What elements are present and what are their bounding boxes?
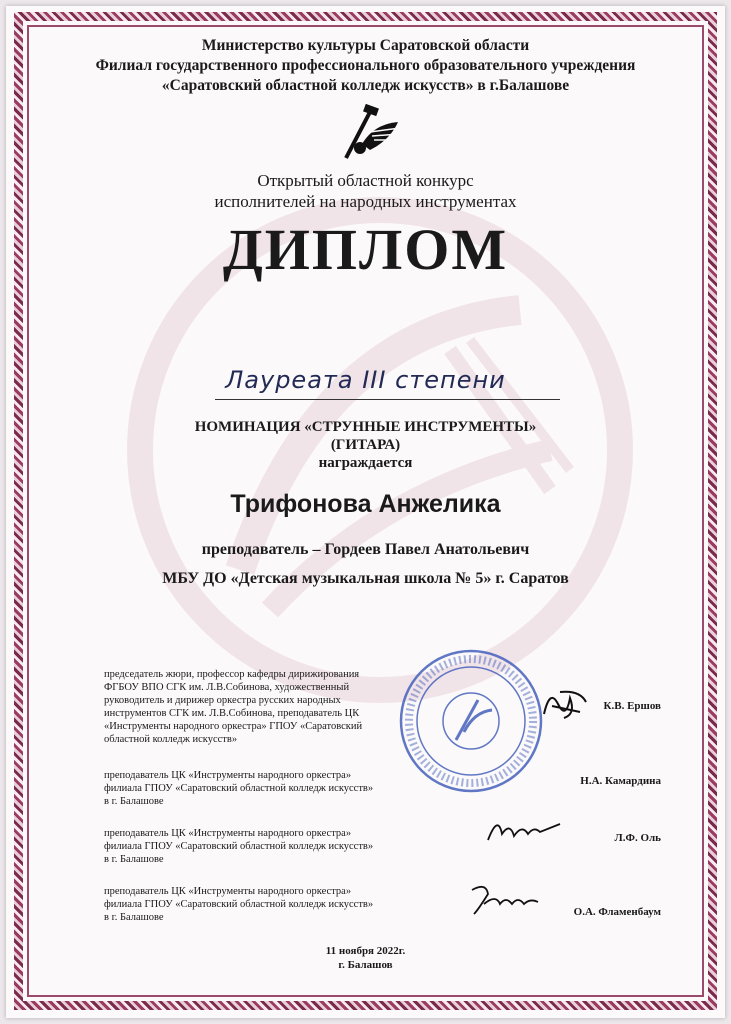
signature-4-icon [466, 880, 542, 920]
college-logo-icon [340, 104, 404, 160]
jury-member-2-name: Н.А. Камардина [580, 775, 661, 787]
jury-member-4-name: О.А. Фламенбаум [573, 906, 661, 918]
diploma-title: ДИПЛОМ [222, 217, 509, 282]
issue-date: 11 ноября 2022г. [325, 945, 406, 957]
jury-member-1-position: председатель жюри, профессор кафедры дирижирования ФГБОУ ВПО СГК им. Л.В.Собинова, художественный руководитель и дирижер оркестра русских народных инструментов СГК им. Л.В.Собинова, преподаватель ЦК «Инструменты народного оркестра» ГПОУ «Саратовский областной колледж искусств» [104, 669, 363, 745]
header-institution: Филиал государственного профессионального образовательного учреждения [95, 57, 636, 74]
nomination-title: НОМИНАЦИЯ «СТРУННЫЕ ИНСТРУМЕНТЫ» [194, 419, 537, 435]
nomination-subtitle: (ГИТАРА) [330, 437, 401, 453]
header-college: «Саратовский областной колледж искусств» в г.Балашове [161, 77, 570, 94]
signature-1-icon [540, 684, 590, 724]
contest-line-1: Открытый областной конкурс [257, 171, 474, 190]
official-stamp-icon [398, 648, 544, 794]
recipient-name: Трифонова Анжелика [230, 490, 501, 518]
school-line: МБУ ДО «Детская музыкальная школа № 5» г. Саратов [162, 570, 569, 587]
jury-member-4-position: преподаватель ЦК «Инструменты народного оркестра» филиала ГПОУ «Саратовский областной колледж искусств» в г. Балашове [104, 886, 374, 923]
signature-3-icon [484, 812, 564, 846]
jury-member-2-position: преподаватель ЦК «Инструменты народного оркестра» филиала ГПОУ «Саратовский областной колледж искусств» в г. Балашове [104, 770, 374, 807]
jury-member-1-name: К.В. Ершов [603, 700, 661, 712]
award-degree-handwritten: Лауреата III степени [225, 366, 506, 394]
contest-line-2: исполнителей на народных инструментах [214, 192, 517, 211]
award-underline [215, 399, 560, 400]
header-ministry: Министерство культуры Саратовской области [201, 37, 530, 54]
teacher-line: преподаватель – Гордеев Павел Анатольевич [201, 541, 530, 558]
issue-city: г. Балашов [338, 959, 393, 971]
jury-member-3-name: Л.Ф. Оль [614, 832, 661, 844]
awarded-label: награждается [318, 455, 413, 471]
jury-member-3-position: преподаватель ЦК «Инструменты народного оркестра» филиала ГПОУ «Саратовский областной колледж искусств» в г. Балашове [104, 828, 374, 865]
